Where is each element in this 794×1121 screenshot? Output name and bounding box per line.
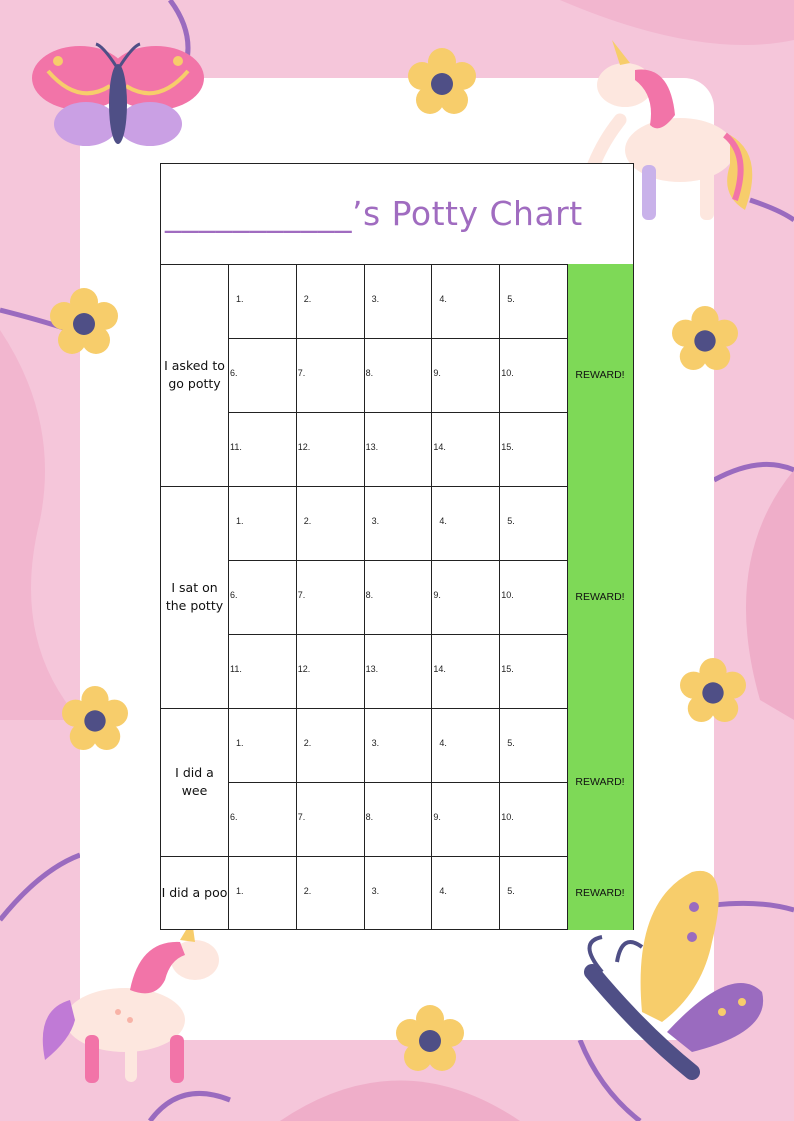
cell-number: 8. <box>365 368 374 378</box>
grid-line <box>296 264 297 486</box>
grid-line <box>431 486 432 708</box>
cell-number: 5. <box>507 294 515 304</box>
cell-number: 1. <box>236 516 244 526</box>
cell-number: 3. <box>371 886 380 896</box>
cell-number: 12. <box>297 442 311 452</box>
cell-number: 11. <box>230 664 242 674</box>
chart-title: ___________’s Potty Chart <box>165 194 583 233</box>
cell-number: 7. <box>297 812 306 822</box>
grid-line <box>228 412 567 413</box>
cell-number: 2. <box>303 294 312 304</box>
cell-number: 10. <box>501 368 514 378</box>
flower-icon <box>396 1005 464 1073</box>
cell-number: 12. <box>297 664 311 674</box>
cell-number: 5. <box>507 886 515 896</box>
cell-number: 9. <box>433 368 441 378</box>
flower-icon <box>50 288 118 356</box>
cell-number: 2. <box>303 738 312 748</box>
grid-line <box>228 856 229 930</box>
grid-line <box>364 486 365 708</box>
unicorn-icon <box>30 920 230 1090</box>
cell-number: 10. <box>501 590 514 600</box>
cell-number: 13. <box>365 442 379 452</box>
cell-number: 5. <box>507 516 515 526</box>
cell-number: 6. <box>230 812 238 822</box>
section-divider <box>161 856 633 857</box>
flower-icon <box>62 686 128 752</box>
grid-line <box>567 486 568 708</box>
section-label: I asked to go potty <box>164 358 225 391</box>
grid-line <box>567 708 568 856</box>
cell-number: 14. <box>433 664 446 674</box>
grid-line <box>499 264 500 486</box>
cell-number: 4. <box>439 738 447 748</box>
section-label: I did a poo <box>161 885 228 900</box>
cell-number: 14. <box>433 442 446 452</box>
cell-number: 15. <box>501 664 514 674</box>
section-divider <box>161 708 633 709</box>
cell-number: 15. <box>501 442 514 452</box>
grid-line <box>431 264 432 486</box>
butterfly-icon <box>28 36 208 151</box>
grid-line <box>228 338 567 339</box>
potty-chart-table <box>160 163 634 930</box>
grid-line <box>567 264 568 486</box>
cell-number: 8. <box>365 812 374 822</box>
cell-number: 6. <box>230 590 238 600</box>
cell-number: 4. <box>439 516 447 526</box>
grid-line <box>296 486 297 708</box>
grid-line <box>228 560 567 561</box>
grid-line <box>364 264 365 486</box>
reward-cell: REWARD! <box>567 486 633 708</box>
grid-line <box>499 856 500 930</box>
cell-number: 8. <box>365 590 374 600</box>
grid-line <box>228 634 567 635</box>
reward-cell: REWARD! <box>567 708 633 856</box>
cell-number: 9. <box>433 590 441 600</box>
cell-number: 9. <box>433 812 441 822</box>
cell-number: 1. <box>236 738 244 748</box>
chart-title-cell <box>161 164 633 265</box>
section-label: I did a wee <box>175 765 214 798</box>
grid-line <box>228 486 229 708</box>
section-divider <box>161 486 633 487</box>
cell-number: 3. <box>371 738 380 748</box>
grid-line <box>499 486 500 708</box>
cell-number: 6. <box>230 368 238 378</box>
grid-line <box>296 856 297 930</box>
cell-number: 4. <box>439 886 447 896</box>
flower-icon <box>408 48 476 116</box>
cell-number: 7. <box>297 368 306 378</box>
cell-number: 10. <box>501 812 514 822</box>
section-label: I sat on the potty <box>165 580 224 613</box>
reward-cell: REWARD! <box>567 856 633 930</box>
reward-cell: REWARD! <box>567 264 633 486</box>
grid-line <box>364 856 365 930</box>
cell-number: 7. <box>297 590 306 600</box>
cell-number: 13. <box>365 664 379 674</box>
cell-number: 11. <box>230 442 242 452</box>
grid-line <box>228 782 567 783</box>
cell-number: 1. <box>236 294 244 304</box>
grid-line <box>228 264 229 486</box>
cell-number: 3. <box>371 516 380 526</box>
flower-icon <box>680 658 746 724</box>
cell-number: 2. <box>303 886 312 896</box>
grid-line <box>567 856 568 930</box>
cell-number: 2. <box>303 516 312 526</box>
cell-number: 5. <box>507 738 515 748</box>
flower-icon <box>672 306 738 372</box>
cell-number: 1. <box>236 886 244 896</box>
cell-number: 4. <box>439 294 447 304</box>
cell-number: 3. <box>371 294 380 304</box>
grid-line <box>431 856 432 930</box>
